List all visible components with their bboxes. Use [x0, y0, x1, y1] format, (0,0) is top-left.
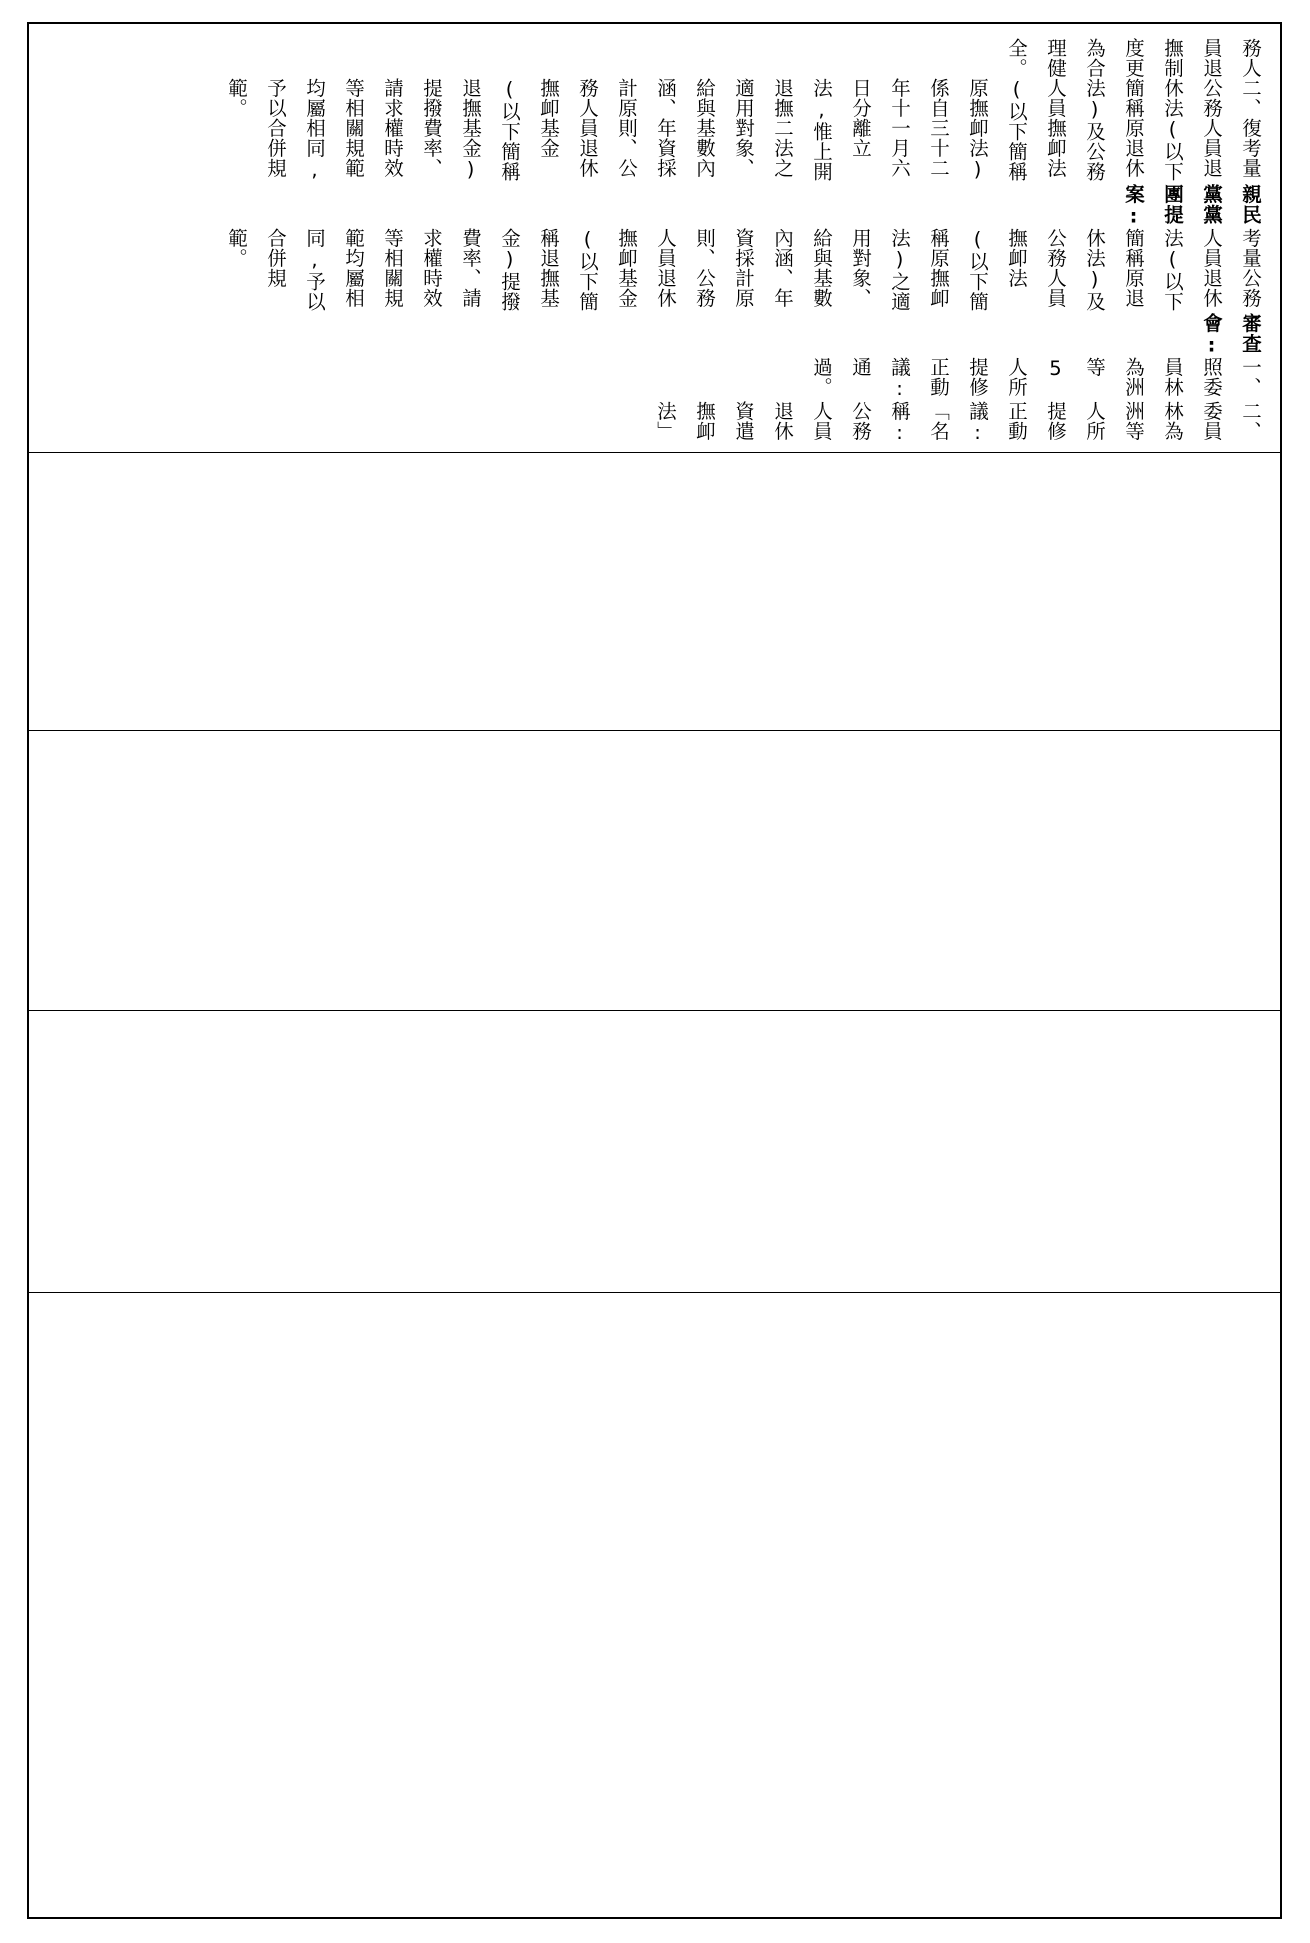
table-row-divider-4: [29, 1292, 1280, 1293]
table-row-divider-2: [29, 730, 1280, 731]
section-heading-review-committee: 審查會:: [1200, 312, 1262, 357]
vertical-text-block: [31, 34, 1278, 448]
section-review-paragraph-1: 一、照委員林為洲等 5 人所提修正動議:通過。: [810, 357, 1262, 404]
table-row-divider-1: [29, 452, 1280, 453]
paragraph-continuation: 務人員退撫制度更為合理健全。: [1005, 38, 1262, 78]
table-row-divider-3: [29, 1010, 1280, 1011]
section-heading-pfp-proposal: 親民黨黨團提案:: [1122, 183, 1262, 229]
section-pfp-proposal-paragraph: 考量公務人員退休法(以下簡稱原退休法)及公務人員撫卹法(以下簡稱原撫卹法)之適用對象、給與基數內涵、年資採計原則、公務人員退休撫卹基金(以下簡稱退撫基金)提撥費率、請求權時效等相關規範均屬相同,予以合併規範。: [225, 228, 1262, 312]
section-review-paragraph-2: 二、委員林為洲等人所提修正動議:「名稱:公務人員退休資遣撫卹法」: [654, 400, 1262, 444]
paragraph-item-2: 二、復考量公務人員退休法(以下簡稱原退休法)及公務人員撫卹法(以下簡稱原撫卹法)係自三十二年十一月六日分離立法,惟上開退撫二法之適用對象、給與基數內涵、年資採計原則、公務人員退休撫卹基金(以下簡稱退撫基金)提撥費率、請求權時效等相關規範均屬相同,予以合併規範。: [225, 78, 1262, 182]
